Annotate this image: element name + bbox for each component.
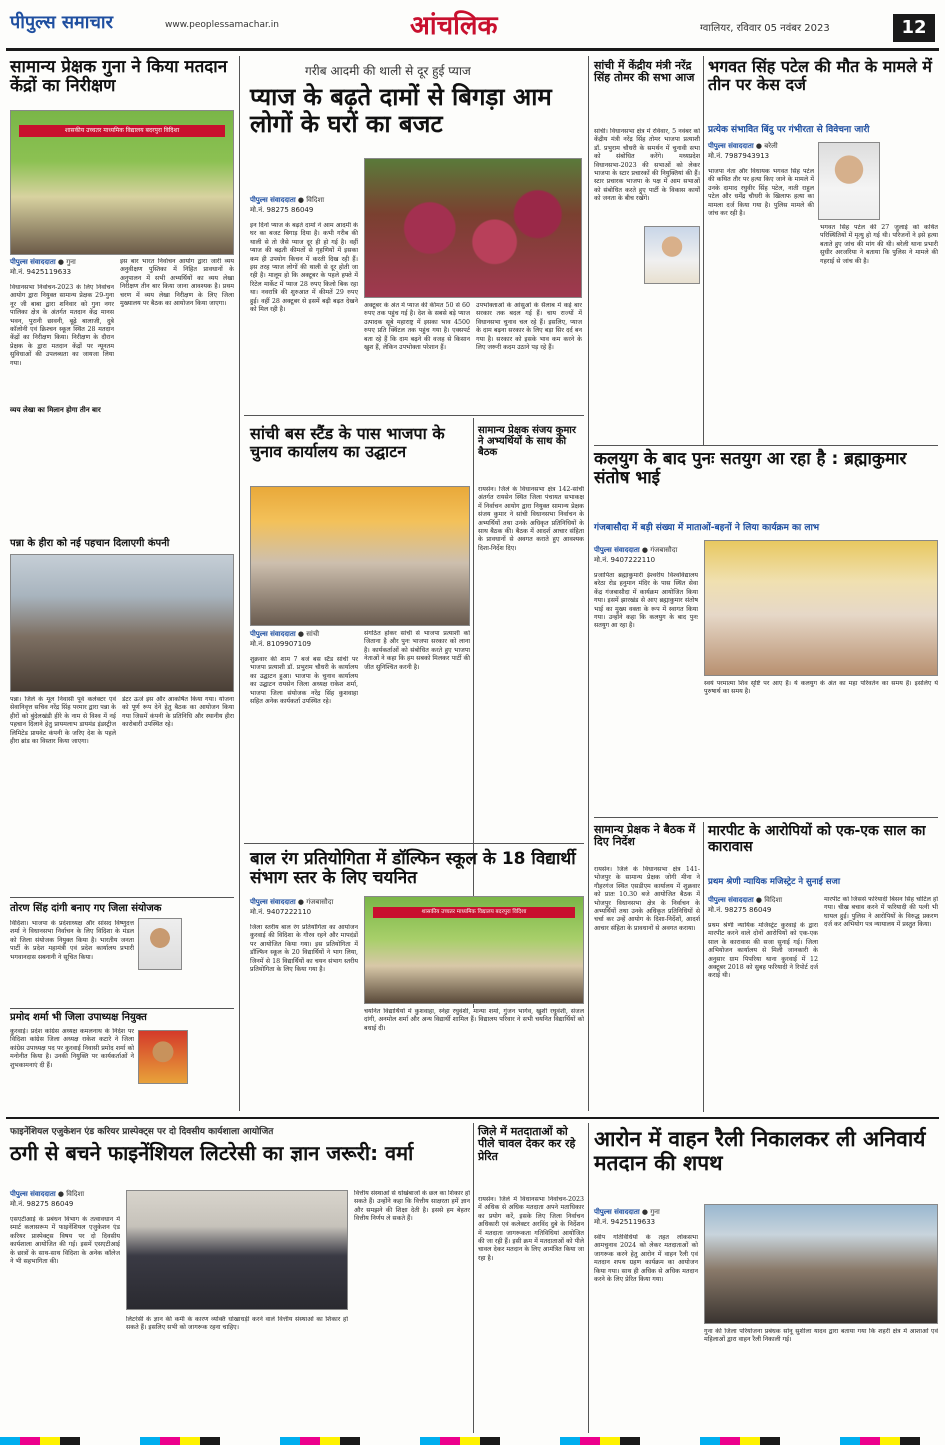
photo-banner: शासकीय उच्चतर माध्यमिक विद्यालय बदरपुरा विदिशा bbox=[19, 125, 225, 137]
masthead bbox=[0, 0, 945, 52]
photo-workshop bbox=[126, 1190, 348, 1310]
reporter: पीपुल्स संवाददाता bbox=[594, 546, 640, 554]
photo-satsang bbox=[704, 540, 938, 676]
dateline-place: गुना bbox=[66, 258, 76, 266]
article-body: प्रजापिता ब्रह्माकुमारी ईश्वरीय विश्वविद्यालय बरेठा रोड हनुमान मंदिर के पास स्थित सेवा केंद्र गंजबासौदा में कार्यक्रम आयोजित किया गया। इसमें झारखंड से आए ब्रह्माकुमार संतोष भाई का मुख्य वक्ता के रूप में स्वागत किया गया। उन्होंने कहा कि कलयुग के बाद पुनः सतयुग आ रहा है। bbox=[594, 572, 698, 630]
headline: सांची बस स्टैंड के पास भाजपा के चुनाव कार्यालय का उद्घाटन bbox=[250, 424, 445, 461]
article-body: संगठित होकर सांची से भाजपा प्रत्याशी को जिताना है और पुनः भाजपा सरकार को लाना है। कार्यकर्ताओं को संबोधित करते हुए भाजपा नेताओं ने कहा कि हम सबको मिलकर पार्टी की जीत सुनिश्चित करनी है। bbox=[364, 630, 470, 671]
column-rule bbox=[588, 1123, 589, 1433]
dateline-place: विदिशा bbox=[306, 196, 325, 204]
mobile-number: मो.नं. 9407222110 bbox=[250, 908, 312, 916]
byline: पीपुल्स संवाददाता ● गुना bbox=[594, 1208, 660, 1216]
article-body: स्वयं परमात्मा शिव सृष्टि पर आए हैं। ये कलयुग के अंत का महा परिवर्तन का समय है। इसलिए ये पुरुषार्थ का समय है। bbox=[704, 680, 938, 696]
mobile-number: मो.नं. 9407222110 bbox=[594, 556, 656, 564]
headline: कलयुग के बाद पुनः सतयुग आ रहा है : ब्रह्माकुमार संतोष भाई bbox=[594, 449, 907, 489]
article-body: वित्तीय संस्थाओं से धोखेबाजों के छल का शिकार हो सकते हैं। उन्होंने कहा कि वित्तीय साक्षरता हमें ज्ञान और समझने की शिक्षा देती है। इससे हम बेहतर वित्तीय निर्णय ले सकते हैं। bbox=[354, 1190, 470, 1223]
mobile-number: मो.नं. 9425119633 bbox=[594, 1218, 656, 1226]
headline: सांची में केंद्रीय मंत्री नरेंद्र सिंह तोमर की सभा आज bbox=[594, 59, 695, 85]
photo-office-inauguration bbox=[250, 486, 470, 626]
column-rule bbox=[588, 56, 589, 1111]
section-rule bbox=[594, 817, 938, 818]
section-rule bbox=[594, 445, 938, 446]
photo-banner: शासकीय उच्चतर माध्यमिक विद्यालय बदरपुरा विदिशा bbox=[373, 907, 575, 918]
article-body: विदिशा। भाजपा के प्रदेशाध्यक्ष और सांसद विष्णुदत्त शर्मा ने विधानसभा निर्वाचन के लिए विदिशा के मंडल को जिला संयोजक नियुक्त किया है। भारतीय जनता पार्टी के प्रदेश महामंत्री एवं प्रदेश कार्यालय प्रभारी भगवानदास सबनानी ने सूचित किया। bbox=[10, 920, 134, 961]
column-rule bbox=[239, 56, 240, 1111]
section-rule bbox=[244, 415, 584, 416]
byline: पीपुल्स संवाददाता ● गंजबासौदा bbox=[594, 546, 678, 554]
byline: पीपुल्स संवाददाता ● बरेली bbox=[708, 142, 778, 150]
headline: सामान्य प्रेक्षक गुना ने किया मतदान केंद्रों का निरीक्षण bbox=[10, 57, 228, 97]
section-rule bbox=[10, 1008, 234, 1009]
section-rule bbox=[10, 897, 234, 898]
reporter: पीपुल्स संवाददाता bbox=[594, 1208, 640, 1216]
byline: पीपुल्स संवाददाता ● गुना bbox=[10, 258, 76, 266]
article-body: रायसेन। जिले में विधानसभा निर्वाचन-2023 में अधिक से अधिक मतदाता अपने मताधिकार का प्रयोग करें, इसके लिए जिला निर्वाचन अधिकारी एवं कलेक्टर अरविंद दुबे के निर्देशन में मतदाता जागरूकता गतिविधियां आयोजित की जा रही हैं। इसी क्रम में मतदाताओं को पीले चावल देकर मतदान के लिए आमंत्रित किया जा रहा है। bbox=[478, 1196, 584, 1262]
article-body: प्रथम श्रेणी न्यायिक मजिस्ट्रेट कुरवाई के द्वारा मारपीट करने वाले दोनों आरोपियों को एक-एक साल के कारावास की सजा सुनाई गई। जिला अभियोजन कार्यालय से मिली जानकारी के अनुसार ग्राम पिपरिया थाना कुरवाई में 12 अक्टूबर 2018 को सुबह फरियादी ने रिपोर्ट दर्ज कराई थी। bbox=[708, 922, 818, 980]
headline: पन्ना के हीरा को नई पहचान दिलाएगी कंपनी bbox=[10, 538, 170, 549]
dateline-place: गंजबासौदा bbox=[650, 546, 678, 554]
kicker: फाइनेंशियल एजुकेशन एंड करियर प्रास्पेक्ट्स पर दो दिवसीय कार्यशाला आयोजित bbox=[10, 1127, 274, 1137]
article-body: जिला स्तरीय बाल रंग प्रतियोगिता का आयोजन कुरवाई की विदिशा के गौरव रहने और मापदंडों पर आयोजित किया गया। इस प्रतियोगिता में डॉल्फिन स्कूल के 20 विद्यार्थियों ने भाग लिया, जिनमें से 18 विद्यार्थियों का चयन संभाग स्तरीय प्रतियोगिता के लिए किया गया है। bbox=[250, 924, 358, 974]
article-body: चयनित विद्यार्थियों में कुशवाहा, स्नेहा रघुवंशी, मान्या शर्मा, गुंजन भार्गव, खुशी रघुवंशी, संजल दांगी, अनमोल शर्मा और अन्य विद्यार्थी शामिल हैं। विद्यालय परिवार ने सभी चयनित विद्यार्थियों को बधाई दी। bbox=[364, 1008, 584, 1032]
headline: सामान्य प्रेक्षक संजय कुमार ने अभ्यर्थियों के साथ की बैठक bbox=[478, 425, 576, 459]
headline: सामान्य प्रेक्षक ने बैठक में दिए निर्देश bbox=[594, 823, 696, 849]
article-body: एसएटीआई के प्रबंधन विभाग के तत्वावधान में स्मार्ट कलासरूम में फाइनेंशियल एजुकेशन एंड करियर प्रास्पेक्ट्स विषय पर दो दिवसीय कार्यशाला आयोजित की गई। इसमें एसएटीआई के छात्रों के साथ-साथ विदिशा के अनेक कॉलेज ने भी सहभागिता की। bbox=[10, 1216, 120, 1266]
photo-patel bbox=[818, 142, 880, 220]
byline: पीपुल्स संवाददाता ● सांची bbox=[250, 630, 320, 638]
page-number: 12 bbox=[893, 14, 935, 42]
photo-pramod-sharma bbox=[138, 1030, 188, 1084]
column-rule bbox=[703, 56, 704, 446]
headline: तोरण सिंह दांगी बनाए गए जिला संयोजक bbox=[10, 903, 162, 914]
dateline-place: सांची bbox=[306, 630, 320, 638]
article-body: गुना की जिला परियोजना प्रबंधक सोनू सुशीला यादव द्वारा बताया गया कि शहरी क्षेत्र में आशाओं एवं महिलाओं द्वारा वाहन रैली निकाली गई। bbox=[704, 1328, 938, 1344]
reporter: पीपुल्स संवाददाता bbox=[10, 258, 56, 266]
article-body: भाजपा नेता और विधायक भगवत सिंह पटेल की कथित तौर पर हत्या किए जाने के मामले में उनके दामाद रघुवीर सिंह पटेल, नाती राहुल पटेल और धर्मेंद्र चौधरी के खिलाफ हत्या का मामला दर्ज किया गया है। पुलिस मामले की जांच कर रही है। bbox=[708, 168, 814, 218]
headline: जिले में मतदाताओं को पीले चावल देकर कर रहे प्रेरित bbox=[478, 1125, 576, 1163]
article-body: कुरवाई। प्रदेश कांग्रेस अध्यक्ष कमलनाथ के निर्देश पर विदिशा कांग्रेस जिला अध्यक्ष राकेश कटारे ने जिला कांग्रेस उपाध्यक्ष पद पर कुरवाई निवासी प्रमोद शर्मा को मनोनीत किया है। उनकी नियुक्ति पर कार्यकर्ताओं ने शुभकामनाएं दी हैं। bbox=[10, 1028, 134, 1069]
article-body: पन्ना। जिले के मूल निवासी पूर्व कलेक्टर एवं सेवानिवृत्त सचिव नरेंद्र सिंह परमार द्वारा पन्ना के हीरों को बुंदेलखंडी हीरे के नाम से विश्व में नई पहचान दिलाने हेतु प्रायमलाभ डायमंड इंडस्ट्रीज लिमिटेड प्रायवेट कंपनी के जरिए देश के पहले हीरा ब्रांड का विस्तार किया जाएगा। bbox=[10, 696, 116, 746]
byline: पीपुल्स संवाददाता ● विदिशा bbox=[10, 1190, 85, 1198]
photo-onions bbox=[364, 158, 582, 298]
article-body: स्वीप गतिविधियों के तहत लोकसभा आमचुनाव 2024 को लेकर मतदाताओं को जागरूक करने हेतु आरोन में वाहन रैली एवं मतदान शपथ ग्रहण कार्यक्रम का आयोजन किया गया। साथ ही अधिक से अधिक मतदान करने के लिए प्रेरित किया गया। bbox=[594, 1234, 698, 1284]
headline: ठगी से बचने फाइनेंशियल लिटरेसी का ज्ञान जरूरी: वर्मा bbox=[10, 1141, 414, 1165]
headline: प्रमोद शर्मा भी जिला उपाध्यक्ष नियुक्त bbox=[10, 1012, 147, 1023]
photo-panna-meeting bbox=[10, 554, 234, 692]
kicker: गरीब आदमी की थाली से दूर हुई प्याज bbox=[305, 64, 471, 78]
masthead-logo: पीपुल्स समाचार bbox=[10, 12, 113, 33]
section-rule bbox=[244, 843, 584, 844]
article-body: अक्टूबर के अंत में प्याज की कीमत 50 से 60 रुपए तक पहुंच गई है। देश के सबसे बड़े प्याज उत्पादक सूबे महाराष्ट्र में इसका भाव 4500 रुपए प्रति क्विंटल तक पहुंच गया है। एक्सपर्ट बता रहे हैं कि दाम बढ़ने की वजह से किसान खुश हैं, लेकिन उपभोक्ता परेशान हैं। bbox=[364, 302, 470, 352]
article-body: विधानसभा निर्वाचन-2023 के लिए निर्वाचन आयोग द्वारा नियुक्त सामान्य प्रेक्षक 29-गुना नूर जी बाबा द्वारा शनिवार को गुना नगर पालिका क्षेत्र के अंतर्गत मतदान केंद्र मानस भवन, पुरानी छावनी, बूढ़े बालाजी, दुबे कॉलोनी एवं क्रिश्चन स्कूल स्थित 28 मतदान केंद्रों का निरीक्षण किया। निरीक्षण के दौरान प्रेक्षक के द्वारा मतदान केंद्रों पर न्यूनतम सुविधाओं की उपलब्धता का जायजा लिया गया। bbox=[10, 284, 114, 367]
article-body: सांची। विधानसभा क्षेत्र में रविवार, 5 नवंबर को केंद्रीय मंत्री नरेंद्र सिंह तोमर भाजपा प्रत्याशी डॉ. प्रभुराम चौधरी के समर्थन में चुनावी सभा को संबोधित करेंगे। मध्यप्रदेश विधानसभा-2023 की सभाओं को लेकर भाजपा के स्टार प्रचारकों की नियुक्तियां की हैं। स्टार प्रचारक भाजपा के पक्ष में आम सभाओं को संबोधित करते हुए पार्टी के विकास कार्यों को जनता के बीच रखेंगे। bbox=[594, 128, 700, 203]
color-registration-strip bbox=[0, 1437, 945, 1445]
photo-school-event bbox=[10, 110, 234, 255]
headline: मारपीट के आरोपियों को एक-एक साल का कारावास bbox=[708, 823, 926, 855]
photo-vehicle-rally bbox=[704, 1204, 938, 1324]
dateline-place: विदिशा bbox=[764, 896, 783, 904]
column-rule bbox=[473, 1123, 474, 1433]
article-body: मारपीट को जिससे फरियादी बिसन सिंह चोटिल हो गया। चीख बचाव करने में फरियादी की पत्नी भी घायल हुई। पुलिस ने आरोपियों के विरुद्ध प्रकरण दर्ज कर अभियोग पत्र न्यायालय में प्रस्तुत किया। bbox=[824, 896, 938, 929]
headline: प्याज के बढ़ते दामों से बिगड़ा आम लोगों के घरों का बजट bbox=[250, 83, 552, 138]
deck: प्रथम श्रेणी न्यायिक मजिस्ट्रेट ने सुनाई सजा bbox=[708, 877, 841, 887]
mobile-number: मो.नं. 7987943913 bbox=[708, 152, 770, 160]
masthead-website: www.peoplessamachar.in bbox=[165, 20, 279, 30]
reporter: पीपुल्स संवाददाता bbox=[10, 1190, 56, 1198]
byline: पीपुल्स संवाददाता ● गंजबासौदा bbox=[250, 898, 334, 906]
dateline-place: गुना bbox=[650, 1208, 660, 1216]
article-body: उपभोक्ताओं के आंसुओं के सैलाब में कई बार सरकार तक बदल गई हैं। चाय राज्यों में विधानसभा चुनाव चल रहे हैं। इसलिए, प्याज के दाम बढ़ना सरकार के लिए बड़ा सिर दर्द बन गया है। सरकार को इसके भाव कम करने के लिए जरूरी कदम उठाने पड़ रहे हैं। bbox=[476, 302, 582, 352]
mobile-number: मो.नं. 98275 86049 bbox=[250, 206, 314, 214]
dateline-place: बरेली bbox=[764, 142, 778, 150]
deck: गंजबासौदा में बड़ी संख्या में माताओं-बहनों ने लिया कार्यक्रम का लाभ bbox=[594, 523, 820, 533]
article-body: रायसेन। जिले के विधानसभा क्षेत्र 141-भोजपुर के सामान्य प्रेक्षक जोगी मीना ने गौहरगंज स्थित एसडीएम कार्यालय में शुक्रवार को प्रातः 10.30 बजे आयोजित बैठक में भोजपुर विधानसभा क्षेत्र के निर्वाचन के अभ्यर्थियों तथा उनके अधिकृत प्रतिनिधियों से चर्चा कर उन्हें आयोग के दिशा-निर्देशों, आदर्श आचार संहिता के प्रावधानों से अवगत कराया। bbox=[594, 866, 700, 932]
article-body: लिटरेसी के ज्ञान की कमी के कारण व्यक्ति धोखाधड़ी करने वाले वित्तीय संस्थाओं का शिकार हो सकते हैं। इसलिए सभी को जागरूक रहना चाहिए। bbox=[126, 1316, 348, 1332]
column-rule bbox=[703, 822, 704, 1112]
masthead-date: ग्वालियर, रविवार 05 नवंबर 2023 bbox=[700, 23, 830, 34]
section-rule bbox=[6, 1117, 939, 1119]
photo-toran-singh bbox=[138, 918, 182, 970]
article-body: शुक्रवार की शाम 7 बजे बस स्टैंड सांची पर भाजपा प्रत्याशी डॉ. प्रभुराम चौधरी के कार्यालय का उद्घाटन हुआ। भाजपा के चुनाव कार्यालय का उद्घाटन रायसेन जिला अध्यक्ष राकेश शर्मा, भाजपा जिला संयोजक नरेंद्र सिंह कुशवाहा सहित अनेक कार्यकर्ता उपस्थित रहे। bbox=[250, 656, 358, 706]
reporter: पीपुल्स संवाददाता bbox=[250, 630, 296, 638]
deck: प्रत्येक संभावित बिंदु पर गंभीरता से विवेचना जारी bbox=[708, 125, 870, 135]
mobile-number: मो.नं. 98275 86049 bbox=[708, 906, 772, 914]
article-body: भगवत सिंह पटेल की 27 जुलाई को कथित परिस्थितियों में मृत्यु हो गई थी। परिजनों ने इसे हत्या बताते हुए जांच की मांग की थी। बरेली थाना प्रभारी सुधीर अरजरिया ने बताया कि पुलिस ने मामले की गहराई से जांच की है। bbox=[820, 224, 938, 265]
article-body: डेटर ऊर्जे इस और आकर्षित किया गया। योजना को पूर्ण रूप देने हेतु बैठक का आयोजन किया गया जिसमें कंपनी के प्रतिनिधि और स्थानीय हीरा कारोबारी उपस्थित रहे। bbox=[122, 696, 234, 729]
article-body: इन दिनों प्याज के बढ़ते दामों ने आम आदमी के घर का बजट बिगाड़ दिया है। कभी गरीब की थाली से तो जैसे प्याज दूर ही हो गई है। वहीं प्याज की बढ़ती कीमतों से गृहणियों में इसका कम ही उपयोग किचन में करती दिख रही हैं। इस तरह प्याज लोगों की थाली से दूर होती जा रही है। मालूम हो कि अक्टूबर के पहले हफ्ते में रिटेल मार्केट में प्याज 28 रुपए किलो बिक रहा था। नवरात्रि की शुरुआत में कीमतें 29 रुपए हुई। वहीं 28 अक्टूबर से इसमें बढ़ी बढ़त देखने को मिल रही है। bbox=[250, 222, 358, 314]
byline: पीपुल्स संवाददाता ● विदिशा bbox=[708, 896, 783, 904]
headline: भगवत सिंह पटेल की मौत के मामले में तीन पर केस दर्ज bbox=[708, 57, 932, 94]
headline: आरोन में वाहन रैली निकालकर ली अनिवार्य मतदान की शपथ bbox=[594, 1127, 926, 1175]
dateline-place: विदिशा bbox=[66, 1190, 85, 1198]
mobile-number: मो.नं. 9425119633 bbox=[10, 268, 72, 276]
mobile-number: मो.नं. 8109907109 bbox=[250, 640, 312, 648]
masthead-rule bbox=[6, 48, 939, 51]
reporter: पीपुल्स संवाददाता bbox=[250, 196, 296, 204]
subheading: व्यय लेखा का मिलान होगा तीन बार bbox=[10, 406, 114, 415]
headline: बाल रंग प्रतियोगिता में डॉल्फिन स्कूल के 18 विद्यार्थी संभाग स्तर के लिए चयनित bbox=[250, 849, 576, 889]
mobile-number: मो.नं. 98275 86049 bbox=[10, 1200, 74, 1208]
byline: पीपुल्स संवाददाता ● विदिशा bbox=[250, 196, 325, 204]
reporter: पीपुल्स संवाददाता bbox=[708, 142, 754, 150]
reporter: पीपुल्स संवाददाता bbox=[250, 898, 296, 906]
article-body: इस बार भारत निर्वाचन आयोग द्वारा जारी व्यय अनुवीक्षण पुस्तिका में निहित प्रावधानों के अनुपालन में सभी अभ्यर्थियों का व्यय लेखा निरीक्षण तीन बार किया जाना आवश्यक है। प्रथम चरण में व्यय लेखा निरीक्षण के लिए जिला मुख्यालय पर बैठक का आयोजन किया जाएगा। bbox=[120, 258, 234, 308]
reporter: पीपुल्स संवाददाता bbox=[708, 896, 754, 904]
dateline-place: गंजबासौदा bbox=[306, 898, 334, 906]
photo-dolphin-students bbox=[364, 896, 584, 1004]
section-title: आंचलिक bbox=[410, 11, 498, 41]
article-body: रायसेन। जिले के विधानसभा क्षेत्र 142-सांची अंतर्गत रायसेन स्थित जिला पंचायत सभाकक्ष में निर्वाचन आयोग द्वारा नियुक्त सामान्य प्रेक्षक संजय कुमार ने सांची विधानसभा निर्वाचन के अभ्यर्थियों तथा उनके अधिकृत प्रतिनिधियों के साथ बैठक की। बैठक में आदर्श आचार संहिता के प्रावधानों से अवगत कराते हुए आवश्यक दिशा-निर्देश दिए। bbox=[478, 486, 584, 552]
